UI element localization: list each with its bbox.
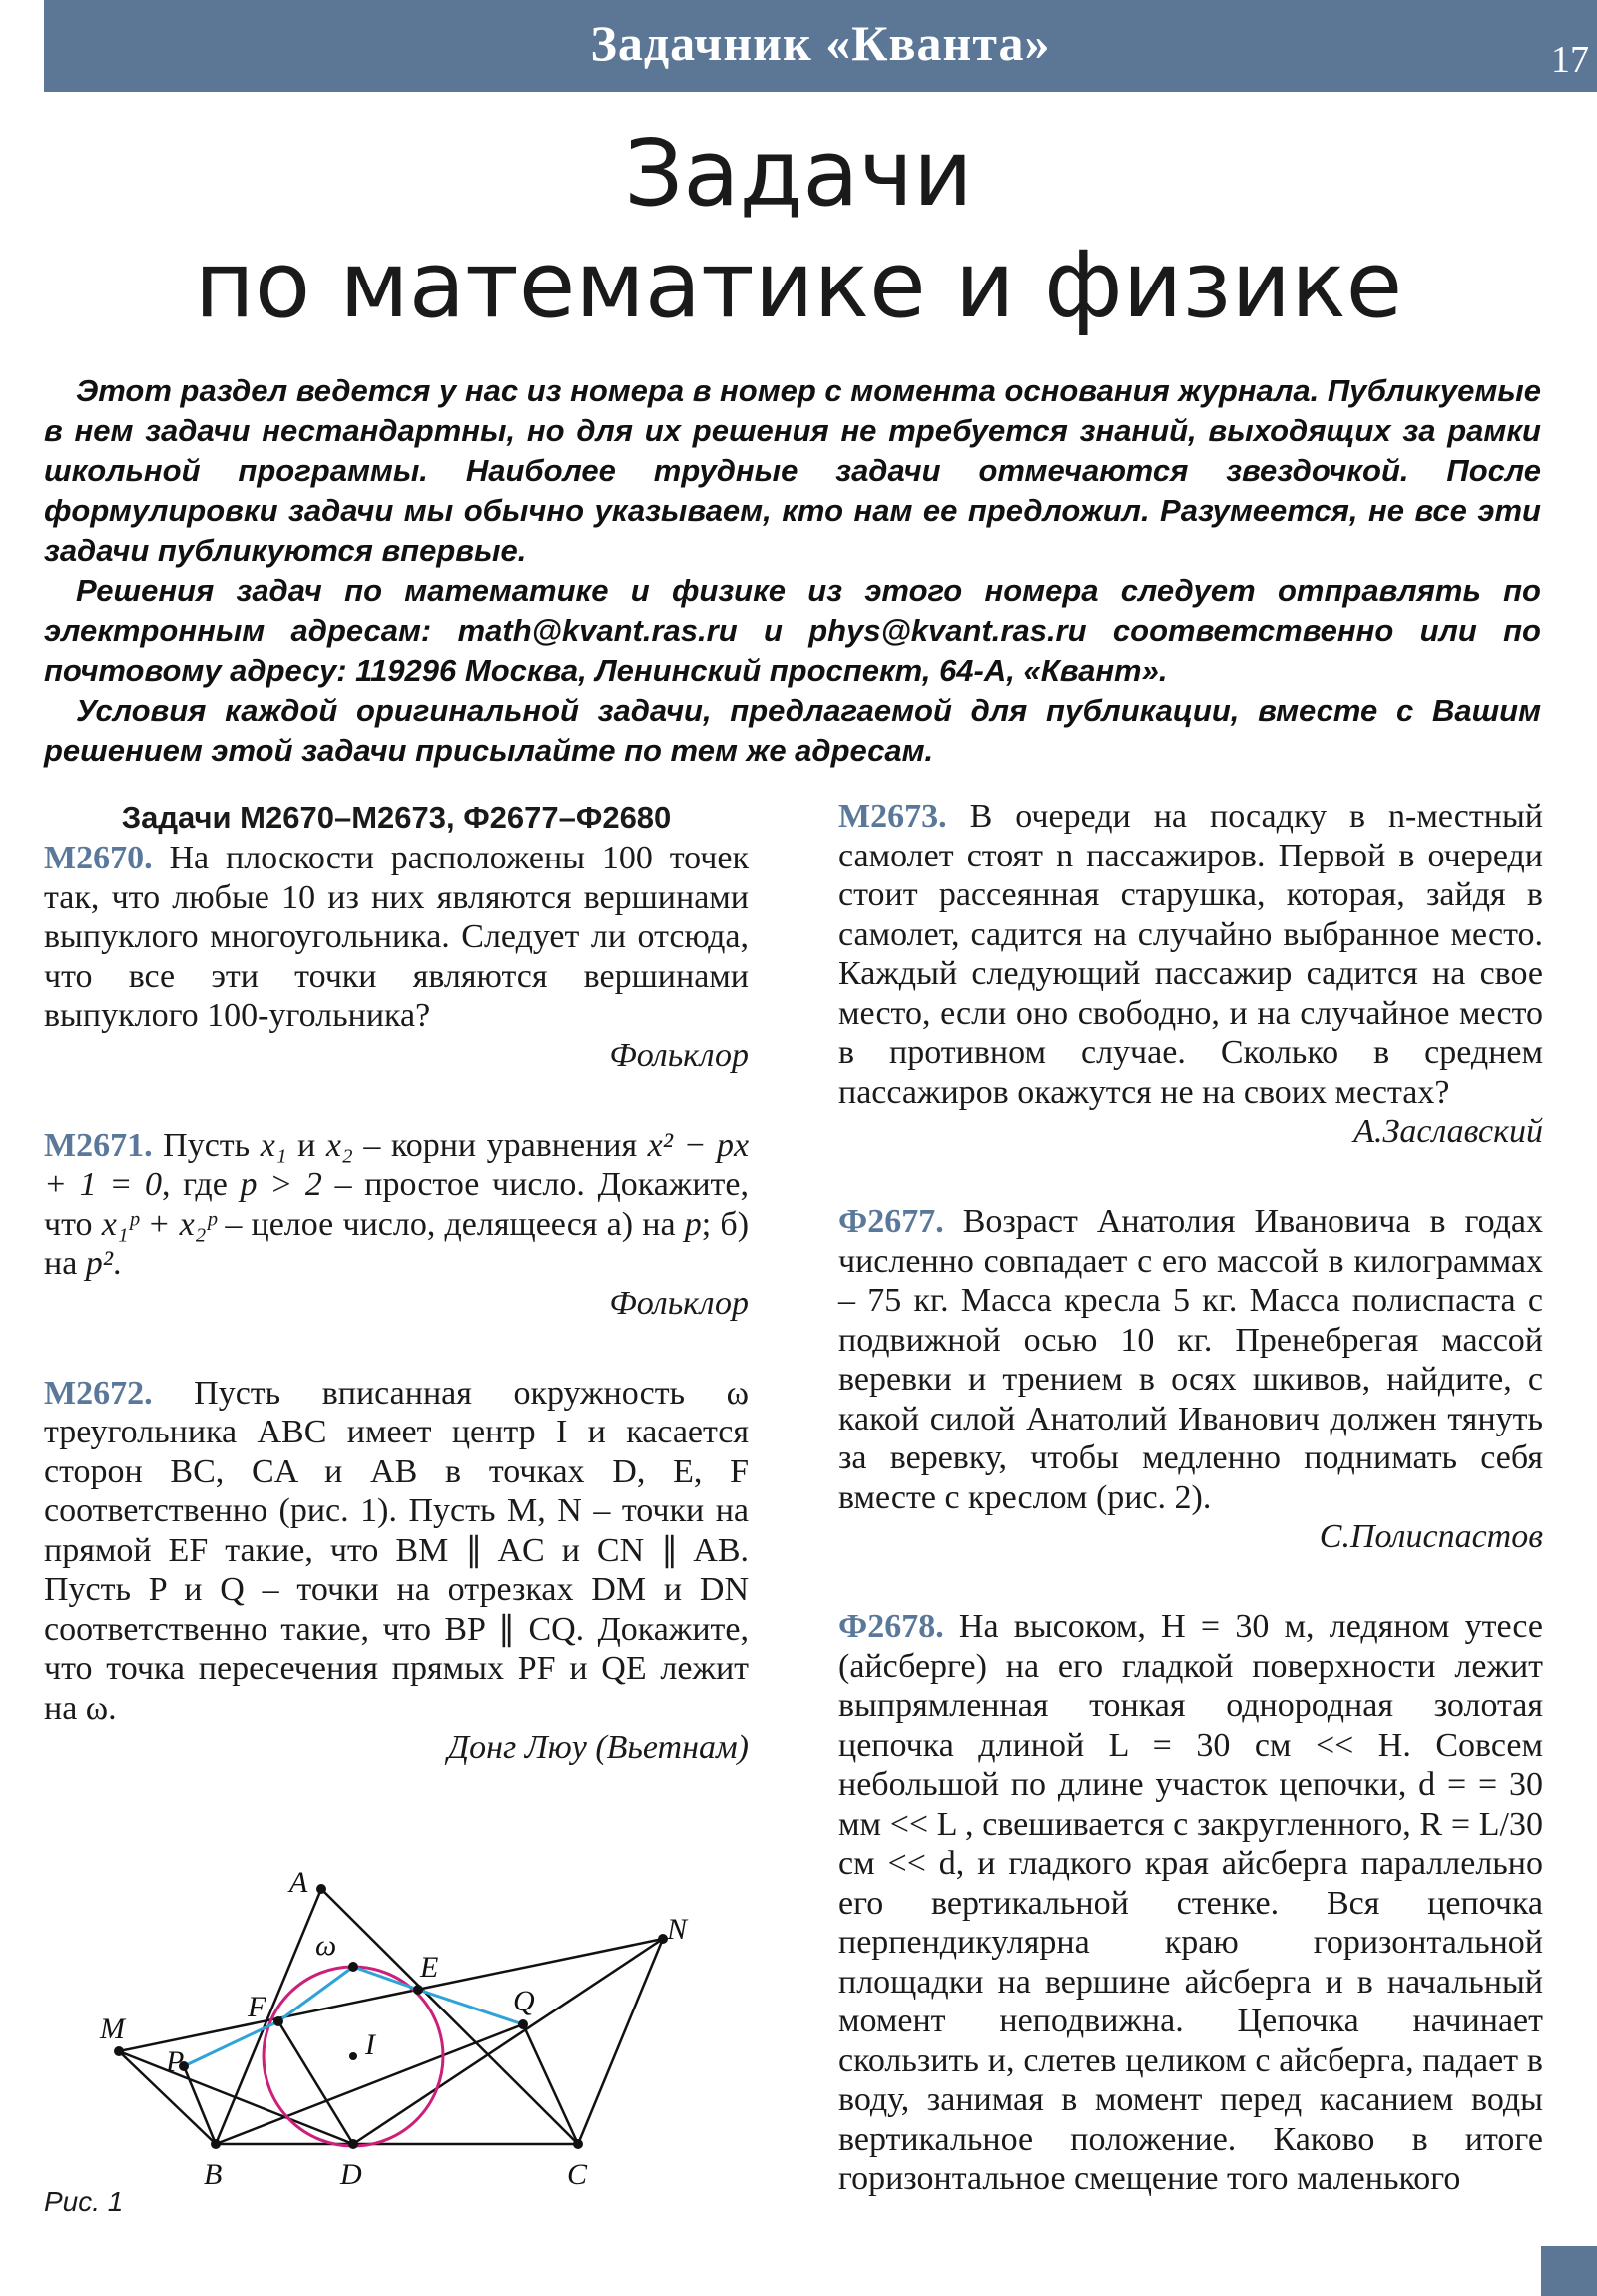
problem-author: Фольклор	[609, 1036, 749, 1074]
section-title: Задачник «Кванта»	[590, 15, 1051, 71]
problem-id: М2671.	[44, 1126, 153, 1164]
problem-m2672	[44, 1374, 749, 1769]
label-d: D	[340, 2158, 362, 2191]
point-m	[114, 2046, 124, 2056]
problem-id: Ф2678.	[838, 1608, 944, 1645]
figure-caption: Рис. 1	[44, 2186, 124, 2217]
problem-text-part: ; б) на	[44, 1205, 750, 1282]
line-mn	[119, 1939, 663, 2051]
corner-block	[1541, 2246, 1597, 2296]
intro-paragraph-3: Условия каждой оригинальной задачи, предлагаемой для публикации, вместе с Вашим решением этой задачи присылайте по тем же адресам.	[44, 693, 1541, 768]
label-omega: ω	[315, 1929, 337, 1962]
point-c	[573, 2139, 583, 2149]
geometry-diagram	[44, 1867, 763, 2196]
line-nc	[578, 1939, 663, 2144]
formula-equation: x² − px + 1 = 0	[44, 1126, 750, 1203]
page-title-line2: по математике и физике	[194, 232, 1403, 338]
problem-text-part: , где	[161, 1166, 228, 1203]
problem-text: Пусть вписанная окружность ω треугольника ABC имеет центр I и касается сторон BC, CA и AB в точках D, E, F соответственно (рис. 1). Пусть M, N – точки на прямой EF такие, что BM ∥ AC и CN ∥ AB. Пусть P и Q – точки на отрезках DM и DN соответственно такие, что BP ∥ CQ. Докажите, что точка пересечения прямых PF и QE лежит на ω.	[44, 1374, 749, 1727]
line-md	[119, 2051, 353, 2144]
problem-author: Фольклор	[609, 1284, 749, 1322]
problem-author: А.Заславский	[1353, 1113, 1543, 1150]
problem-id: Ф2677.	[838, 1203, 944, 1240]
line-ab	[216, 1889, 321, 2144]
line-fd	[278, 2021, 353, 2144]
header-bar	[44, 0, 1597, 92]
page-number: 17	[1551, 39, 1589, 81]
formula-p: p	[684, 1205, 702, 1243]
point-e	[413, 1985, 423, 1995]
page-title	[0, 118, 1597, 341]
label-n: N	[667, 1913, 688, 1946]
problem-text-part: – корни уравнения	[363, 1126, 638, 1164]
problems-heading: Задачи М2670–М2673, Ф2677–Ф2680	[121, 800, 672, 835]
line-ac	[321, 1889, 578, 2144]
label-e: E	[420, 1951, 439, 1984]
problem-m2671	[44, 1126, 749, 1324]
line-cq	[523, 2024, 578, 2144]
problem-id: М2670.	[44, 840, 153, 876]
intro-paragraph-1: Этот раздел ведется у нас из номера в номер с момента основания журнала. Публикуемые в нем задачи нестандартны, но для их решения не требуется знаний, выходящих за рамки школьной программы. Наиболее трудные задачи отмечаются звездочкой. После формулировки задачи мы обычно указываем, кто нам ее предложил. Разумеется, не все эти задачи публикуются впервые.	[44, 373, 1542, 568]
formula-x2: x₂	[325, 1126, 353, 1164]
point-a	[316, 1884, 326, 1894]
problem-m2673	[838, 797, 1543, 1152]
problem-text-part: и	[297, 1126, 316, 1164]
point-b	[211, 2139, 221, 2149]
problem-author: С.Полиспастов	[1319, 1518, 1543, 1555]
formula-condition: p > 2	[240, 1166, 322, 1203]
problem-f2677	[838, 1202, 1543, 1557]
label-f: F	[248, 1991, 266, 2023]
problem-text-part: – целое число, делящееся а) на	[225, 1205, 676, 1243]
label-b: B	[204, 2158, 223, 2191]
problem-text-part: – простое число. Докажите, что	[44, 1166, 749, 1243]
line-bp	[184, 2066, 216, 2144]
intro-text	[44, 371, 1541, 771]
label-p: P	[166, 2045, 185, 2078]
problem-text-part: .	[113, 1245, 122, 1282]
page-title-line1: Задачи	[624, 120, 973, 227]
problem-f2678	[838, 1607, 1543, 2199]
problem-text: Возраст Анатолия Ивановича в годах численно совпадает с его массой в килограммах – 75 кг. Масса кресла 5 кг. Масса полиспаста с подвижной осью 10 кг. Пренебрегая массой веревки и трением в осях шкивов, найдите, с какой силой Анатолий Иванович должен тянуть за веревку, чтобы медленно поднимать себя вместе с креслом (рис. 2).	[838, 1203, 1543, 1516]
point-d	[348, 2139, 358, 2149]
label-c: C	[567, 2158, 588, 2191]
problem-author: Донг Люу (Вьетнам)	[447, 1729, 749, 1766]
formula-x1: x₁	[260, 1126, 287, 1164]
label-q: Q	[513, 1985, 535, 2017]
intro-paragraph-2: Решения задач по математике и физике из этого номера следует отправлять по электронным адресам: math@kvant.ras.ru и phys@kvant.ras.ru соответственно или по почтовому адресу: 119296 Москва, Ленинский проспект, 64-А, «Квант».	[44, 573, 1541, 688]
problem-id: М2673.	[838, 798, 947, 835]
point-q	[518, 2019, 528, 2029]
problem-text-part: Пусть	[163, 1126, 251, 1164]
point-omega-intersection	[348, 1962, 358, 1972]
problem-text: На высоком, H = 30 м, ледяном утесе (айсберге) на его гладкой поверхности лежит выпрямленная тонкая однородная золотая цепочка длиной L = 30 см << H. Совсем небольшой по длине участок цепочки, d = = 30 мм << L , свешивается с закругленного, R = L/30 см << d, и гладкого края айсберга параллельно его вертикальной стенке. Вся цепочка перпендикулярна краю горизонтальной площадки на вершине айсберга и в начальный момент неподвижна. Цепочка начинает скользить и, слетев целиком с айсберга, падает в воду, занимая в момент перед касанием воды вертикальное положение. Каково в итоге горизонтальное смещение того маленького	[838, 1608, 1543, 2197]
problem-id: М2672.	[44, 1374, 153, 1412]
label-i: I	[365, 2028, 375, 2061]
left-column	[44, 797, 749, 1818]
figure-1	[44, 1867, 763, 2236]
formula-p-squared: p²	[85, 1245, 113, 1282]
right-column	[838, 797, 1543, 2249]
formula-sum: x₁ᵖ + x₂ᵖ	[101, 1205, 217, 1243]
problem-m2670	[44, 839, 749, 1076]
problem-text: На плоскости расположены 100 точек так, что любые 10 из них являются вершинами выпуклого многоугольника. Следует ли отсюда, что все эти точки являются вершинами выпуклого 100-угольника?	[44, 840, 749, 1034]
segment-omega-e	[353, 1967, 418, 1990]
point-i	[349, 2052, 357, 2060]
point-f	[273, 2016, 283, 2026]
label-m: M	[100, 2012, 125, 2045]
label-a: A	[289, 1867, 308, 1899]
problem-text: В очереди на посадку в n-местный самолет стоят n пассажиров. Первой в очереди стоит рассеянная старушка, которая, зайдя в самолет, садится на случайно выбранное место. Каждый следующий пассажир садится на свое место, если оно свободно, и на случайное место в противном случае. Сколько в среднем пассажиров окажутся не на своих местах?	[838, 798, 1543, 1111]
